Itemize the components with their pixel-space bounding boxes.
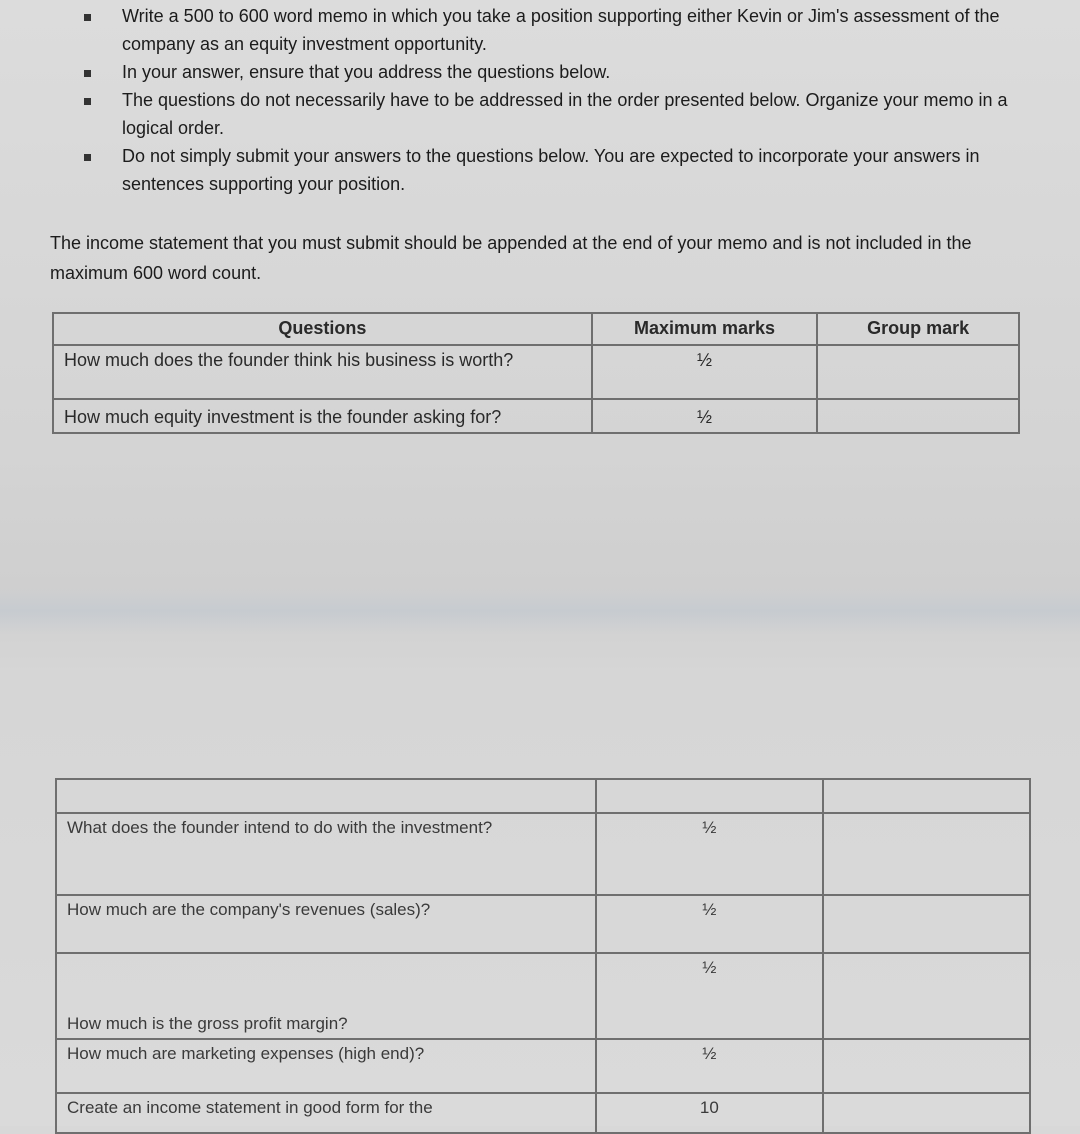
empty-cell [823, 779, 1030, 813]
max-marks-cell: ½ [592, 345, 818, 399]
instruction-list [80, 2, 1020, 198]
table-row [53, 345, 1019, 399]
question-cell: How much are marketing expenses (high end)? [56, 1039, 596, 1093]
table-row [56, 1039, 1030, 1093]
question-cell: How much does the founder think his business is worth? [53, 345, 592, 399]
group-mark-cell[interactable] [823, 895, 1030, 953]
instruction-text: The questions do not necessarily have to be addressed in the order presented below. Organize your memo in a logical order. [122, 90, 1008, 138]
group-mark-cell[interactable] [823, 1039, 1030, 1093]
table-header-row [53, 313, 1019, 345]
empty-cell [56, 779, 596, 813]
page-fold-band [0, 588, 1080, 634]
question-cell: How much is the gross profit margin? [56, 953, 596, 1039]
group-mark-cell[interactable] [817, 345, 1019, 399]
bullet-square-icon [84, 154, 91, 161]
group-mark-cell[interactable] [823, 1093, 1030, 1133]
instruction-text: Write a 500 to 600 word memo in which you take a position supporting either Kevin or Jim's assessment of the company as an equity investment opportunity. [122, 6, 1000, 54]
bullet-square-icon [84, 14, 91, 21]
table-row [56, 813, 1030, 895]
max-marks-cell: ½ [592, 399, 818, 433]
question-cell: How much are the company's revenues (sales)? [56, 895, 596, 953]
group-mark-cell[interactable] [823, 953, 1030, 1039]
question-cell: How much equity investment is the founder asking for? [53, 399, 592, 433]
instruction-text: Do not simply submit your answers to the questions below. You are expected to incorporate your answers in sentences supporting your position. [122, 146, 980, 194]
income-statement-note: The income statement that you must submit should be appended at the end of your memo and is not included in the maximum 600 word count. [50, 233, 972, 283]
header-group-mark: Group mark [817, 313, 1019, 345]
instruction-item [80, 86, 1020, 142]
max-marks-cell: ½ [596, 953, 823, 1039]
question-cell: Create an income statement in good form for the [56, 1093, 596, 1133]
table-row [56, 895, 1030, 953]
empty-cell [596, 779, 823, 813]
instruction-item [80, 2, 1020, 58]
group-mark-cell[interactable] [817, 399, 1019, 433]
table-row [56, 953, 1030, 1039]
question-cell: What does the founder intend to do with the investment? [56, 813, 596, 895]
marking-table-top [52, 312, 1020, 434]
table-row [53, 399, 1019, 433]
table-row [56, 1093, 1030, 1133]
max-marks-cell: ½ [596, 813, 823, 895]
instruction-item [80, 58, 1020, 86]
instruction-item [80, 142, 1020, 198]
max-marks-cell: 10 [596, 1093, 823, 1133]
header-questions: Questions [53, 313, 592, 345]
table-spacer-row [56, 779, 1030, 813]
group-mark-cell[interactable] [823, 813, 1030, 895]
max-marks-cell: ½ [596, 895, 823, 953]
bullet-square-icon [84, 70, 91, 77]
instruction-text: In your answer, ensure that you address the questions below. [122, 62, 611, 82]
bullet-square-icon [84, 98, 91, 105]
header-maximum-marks: Maximum marks [592, 313, 818, 345]
max-marks-cell: ½ [596, 1039, 823, 1093]
marking-table-bottom [55, 778, 1031, 1134]
